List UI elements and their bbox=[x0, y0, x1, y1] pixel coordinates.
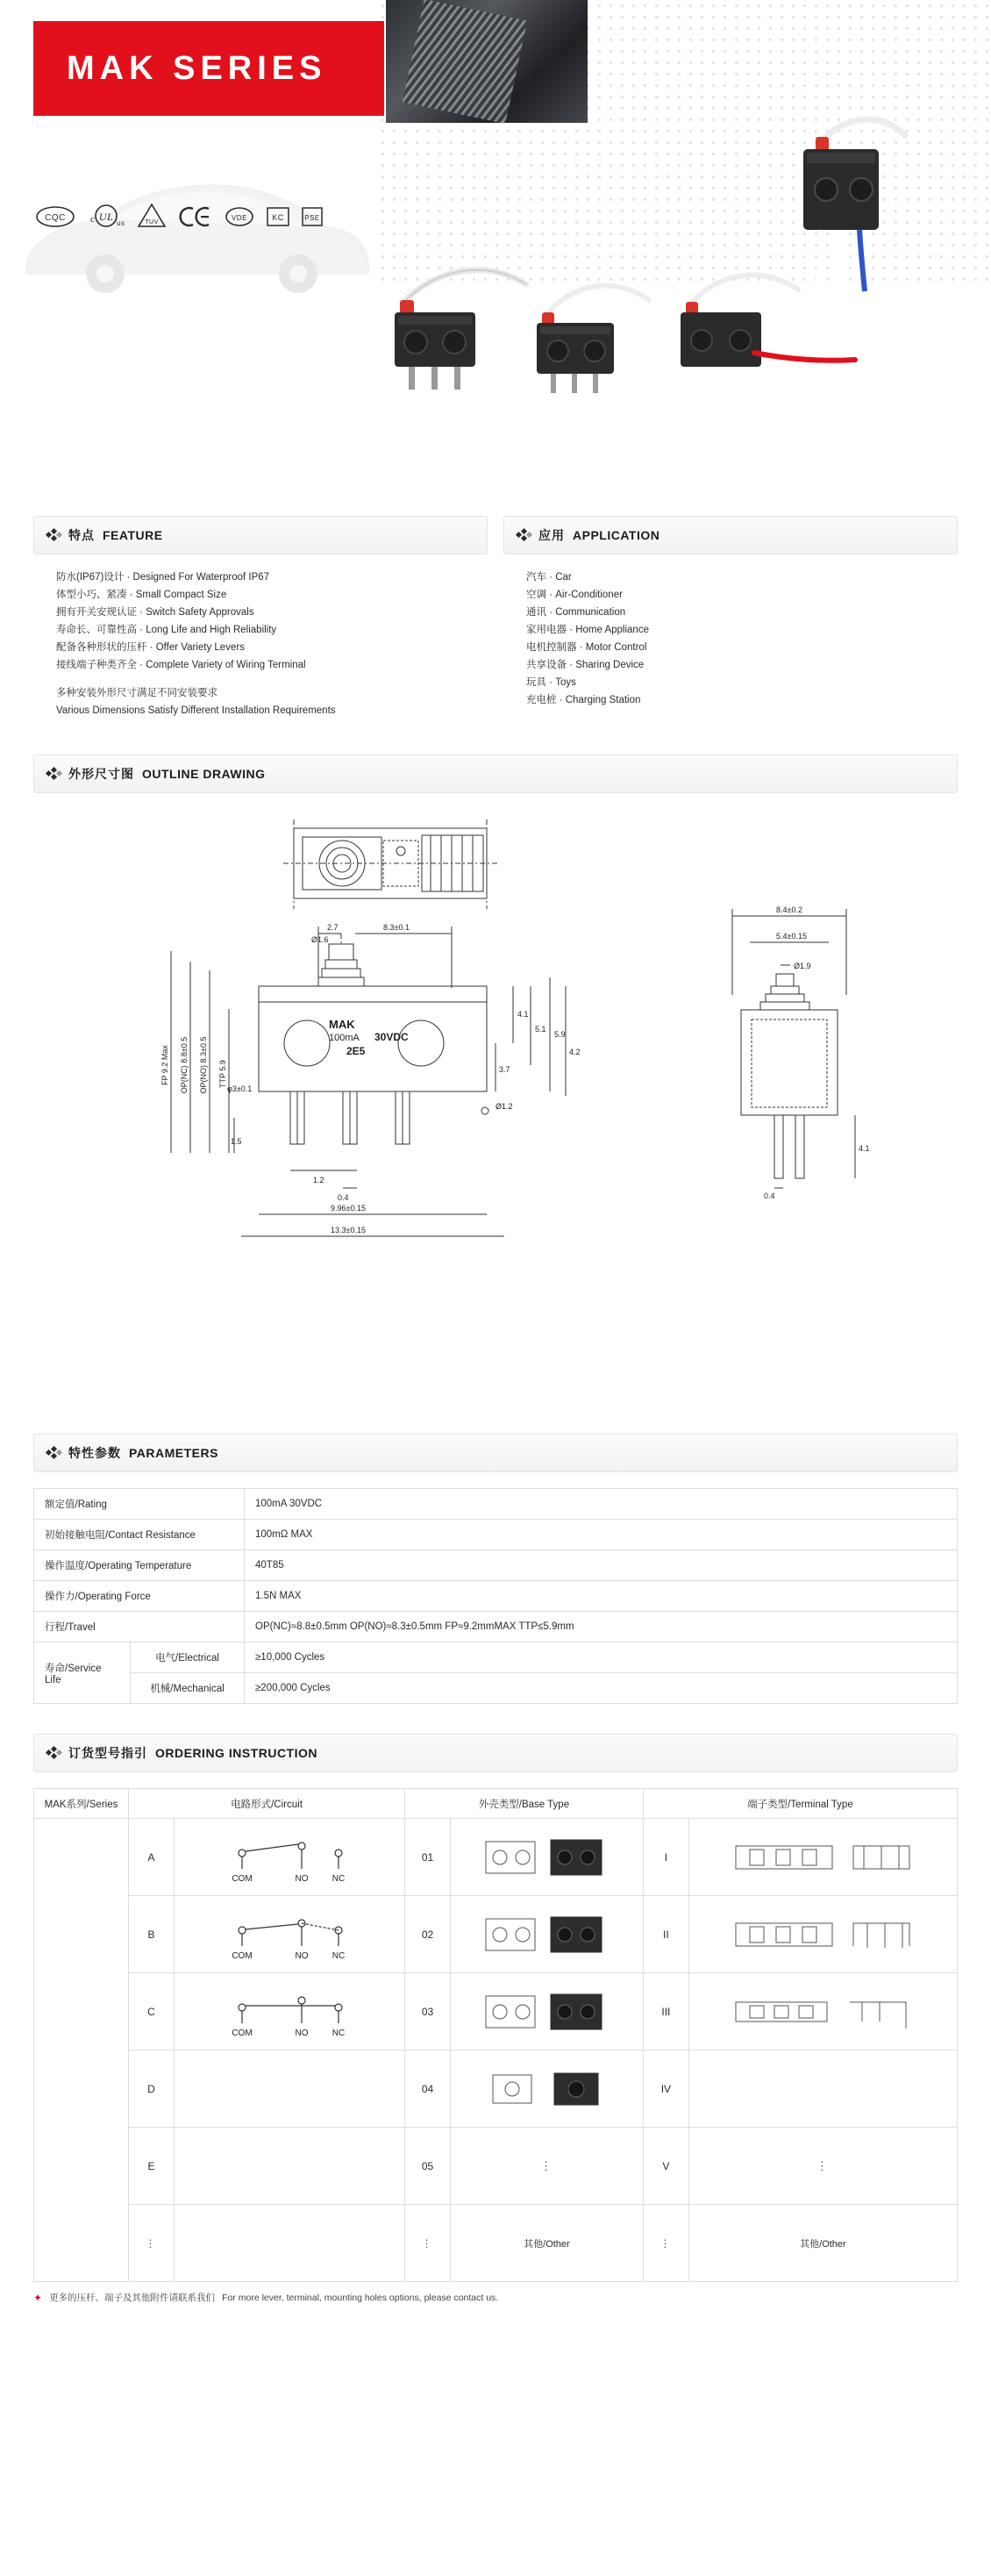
circuit-code: D bbox=[129, 2050, 175, 2128]
cert-tuv-icon bbox=[137, 202, 167, 232]
base-code: 03 bbox=[405, 1973, 451, 2050]
svg-text:CQC: CQC bbox=[45, 213, 66, 223]
param-label: 操作力/Operating Force bbox=[34, 1581, 245, 1612]
base-ellipsis: ⋮ bbox=[451, 2128, 644, 2205]
page-title: MAK SERIES bbox=[67, 49, 327, 87]
svg-text:4.1: 4.1 bbox=[859, 1144, 870, 1153]
application-item: 玩具 · Toys bbox=[526, 677, 576, 688]
application-column bbox=[503, 516, 958, 725]
outline-title-en: OUTLINE DRAWING bbox=[142, 767, 266, 781]
terminal-code: I bbox=[643, 1819, 688, 1896]
hero-product-photo bbox=[386, 0, 588, 123]
diamond-bullet-icon bbox=[46, 1447, 61, 1459]
terminal-code: V bbox=[643, 2128, 688, 2205]
terminal-image-iii bbox=[688, 1973, 957, 2050]
param-value: 100mA 30VDC bbox=[245, 1489, 958, 1520]
circuit-diagram-other bbox=[175, 2205, 405, 2282]
feature-title-cn: 特点 bbox=[68, 528, 95, 542]
table-row bbox=[34, 2128, 958, 2205]
svg-text:8.4±0.2: 8.4±0.2 bbox=[776, 905, 802, 914]
svg-text:8.3±0.1: 8.3±0.1 bbox=[383, 923, 410, 932]
ordering-table-wrap bbox=[0, 1788, 991, 2282]
application-item: 汽车 · Car bbox=[526, 572, 572, 583]
application-title-cn: 应用 bbox=[538, 528, 565, 542]
cert-ce-icon bbox=[179, 202, 212, 232]
application-item: 充电桩 · Charging Station bbox=[526, 695, 641, 705]
param-value: 1.5N MAX bbox=[245, 1581, 958, 1612]
base-code: 04 bbox=[405, 2050, 451, 2128]
svg-text:UL: UL bbox=[98, 211, 114, 223]
svg-text:NO: NO bbox=[295, 2028, 309, 2038]
svg-text:NC: NC bbox=[332, 1873, 346, 1884]
service-life-sub-label: 机械/Mechanical bbox=[131, 1673, 245, 1704]
circuit-diagram-a bbox=[175, 1819, 405, 1896]
terminal-code: IV bbox=[643, 2050, 688, 2128]
note-en: For more lever, terminal, mounting holes options, please contact us. bbox=[222, 2292, 499, 2303]
base-image-01 bbox=[451, 1819, 644, 1896]
svg-text:TUV: TUV bbox=[145, 219, 159, 225]
application-item: 家用电器 · Home Appliance bbox=[526, 625, 649, 635]
svg-text:3.7: 3.7 bbox=[499, 1065, 510, 1074]
svg-text:4.2: 4.2 bbox=[569, 1048, 581, 1056]
feature-item: 体型小巧、紧凑 · Small Compact Size bbox=[56, 590, 227, 600]
svg-text:COM: COM bbox=[232, 2028, 253, 2038]
parameters-table-wrap bbox=[0, 1488, 991, 1704]
application-title-en: APPLICATION bbox=[573, 528, 660, 542]
note-cn: 更多的压杆、端子及其他附件请联系我们 bbox=[49, 2293, 216, 2303]
param-label: 行程/Travel bbox=[34, 1612, 245, 1642]
svg-text:MAK: MAK bbox=[329, 1018, 355, 1031]
front-view bbox=[160, 923, 581, 1236]
feature-list bbox=[33, 555, 488, 725]
service-life-value: ≥10,000 Cycles bbox=[245, 1642, 958, 1673]
certification-marks bbox=[35, 202, 323, 232]
feature-header bbox=[33, 516, 488, 555]
service-life-value: ≥200,000 Cycles bbox=[245, 1673, 958, 1704]
application-item: 共享设备 · Sharing Device bbox=[526, 660, 645, 670]
top-view bbox=[283, 819, 497, 909]
col-header-base: 外壳类型/Base Type bbox=[405, 1789, 644, 1819]
series-title-box bbox=[33, 21, 384, 116]
table-row bbox=[34, 1642, 958, 1673]
table-header-row bbox=[34, 1789, 958, 1819]
star-icon: ✦ bbox=[33, 2291, 43, 2304]
circuit-diagram-d bbox=[175, 2050, 405, 2128]
circuit-code: B bbox=[129, 1896, 175, 1973]
feature-item: 防水(IP67)设计 · Designed For Waterproof IP67 bbox=[56, 572, 270, 583]
svg-text:OP(NO) 8.3±0.5: OP(NO) 8.3±0.5 bbox=[199, 1036, 208, 1094]
application-item: 电机控制器 · Motor Control bbox=[526, 642, 647, 653]
svg-text:Ø1.6: Ø1.6 bbox=[311, 935, 329, 944]
ordering-title-cn: 订货型号指引 bbox=[68, 1746, 147, 1760]
col-header-series: MAK系列/Series bbox=[34, 1789, 129, 1819]
circuit-code: E bbox=[129, 2128, 175, 2205]
application-item: 通讯 · Communication bbox=[526, 607, 626, 618]
svg-text:4.1: 4.1 bbox=[517, 1010, 529, 1019]
ordering-table bbox=[33, 1788, 958, 2282]
series-cell bbox=[34, 1819, 129, 2282]
feature-item: 配备各种形状的压杆 · Offer Variety Levers bbox=[56, 642, 245, 653]
param-value: 100mΩ MAX bbox=[245, 1520, 958, 1550]
svg-text:TTP 5.9: TTP 5.9 bbox=[218, 1060, 227, 1088]
feature-title-en: FEATURE bbox=[103, 528, 163, 542]
feature-item: 拥有开关安规认证 · Switch Safety Approvals bbox=[56, 607, 254, 618]
svg-text:NC: NC bbox=[332, 1950, 346, 1961]
application-header bbox=[503, 516, 958, 555]
terminal-code: II bbox=[643, 1896, 688, 1973]
circuit-code: C bbox=[129, 1973, 175, 2050]
parameters-section bbox=[0, 1434, 991, 1472]
hero-banner bbox=[0, 0, 991, 500]
outline-header bbox=[33, 755, 958, 793]
terminal-code: III bbox=[643, 1973, 688, 2050]
side-view bbox=[732, 905, 870, 1200]
base-code-ellipsis: ⋮ bbox=[405, 2205, 451, 2282]
parameters-title-cn: 特性参数 bbox=[68, 1446, 121, 1460]
diamond-bullet-icon bbox=[46, 529, 61, 541]
base-image-04 bbox=[451, 2050, 644, 2128]
svg-text:2.7: 2.7 bbox=[327, 923, 339, 932]
svg-text:13.3±0.15: 13.3±0.15 bbox=[331, 1226, 366, 1234]
table-row bbox=[34, 1489, 958, 1520]
product-image-wired bbox=[781, 105, 938, 298]
circuit-diagram-b bbox=[175, 1896, 405, 1973]
feature-item: 寿命长、可靠性高 · Long Life and High Reliability bbox=[56, 625, 277, 635]
parameters-table bbox=[33, 1488, 958, 1704]
param-value: 40T85 bbox=[245, 1550, 958, 1581]
svg-text:1.5: 1.5 bbox=[231, 1137, 242, 1146]
terminal-code-ellipsis: ⋮ bbox=[643, 2205, 688, 2282]
circuit-code: A bbox=[129, 1819, 175, 1896]
svg-text:5.9: 5.9 bbox=[554, 1030, 566, 1039]
feature-item: 接线端子种类齐全 · Complete Variety of Wiring Terminal bbox=[56, 660, 306, 670]
parameters-header bbox=[33, 1434, 958, 1472]
svg-text:OP(NC) 8.8±0.5: OP(NC) 8.8±0.5 bbox=[180, 1036, 189, 1094]
svg-text:2E5: 2E5 bbox=[346, 1045, 366, 1057]
svg-text:5.4±0.15: 5.4±0.15 bbox=[776, 932, 807, 941]
svg-text:0.4: 0.4 bbox=[764, 1191, 775, 1200]
svg-text:5.1: 5.1 bbox=[535, 1025, 546, 1034]
svg-text:100mA: 100mA bbox=[329, 1033, 360, 1043]
parameters-title-en: PARAMETERS bbox=[129, 1446, 218, 1460]
svg-text:0.4: 0.4 bbox=[338, 1193, 349, 1202]
ordering-title-en: ORDERING INSTRUCTION bbox=[155, 1746, 317, 1760]
col-header-terminal: 端子类型/Terminal Type bbox=[643, 1789, 957, 1819]
terminal-image-i bbox=[688, 1819, 957, 1896]
outline-section bbox=[0, 755, 991, 793]
svg-text:NC: NC bbox=[332, 2028, 346, 2038]
outline-title-cn: 外形尺寸图 bbox=[68, 767, 134, 781]
table-row bbox=[34, 1819, 958, 1896]
circuit-diagram-e bbox=[175, 2128, 405, 2205]
application-list bbox=[503, 555, 958, 714]
outline-drawing bbox=[0, 793, 991, 1434]
svg-text:NO: NO bbox=[295, 1873, 309, 1884]
service-life-sub-label: 电气/Electrical bbox=[131, 1642, 245, 1673]
svg-text:30VDC: 30VDC bbox=[374, 1031, 409, 1043]
svg-text:c: c bbox=[90, 214, 96, 225]
base-other-label: 其他/Other bbox=[451, 2205, 644, 2282]
svg-text:9.96±0.15: 9.96±0.15 bbox=[331, 1204, 366, 1213]
svg-text:1.2: 1.2 bbox=[313, 1176, 324, 1184]
terminal-ellipsis: ⋮ bbox=[688, 2128, 957, 2205]
param-label: 操作温度/Operating Temperature bbox=[34, 1550, 245, 1581]
cert-kc-icon bbox=[267, 202, 289, 232]
cert-pse-icon bbox=[302, 202, 323, 232]
diamond-bullet-icon bbox=[46, 768, 61, 780]
feature-column bbox=[33, 516, 488, 725]
svg-text:us: us bbox=[117, 219, 125, 227]
table-row bbox=[34, 1581, 958, 1612]
table-row bbox=[34, 1896, 958, 1973]
table-row bbox=[34, 2050, 958, 2128]
table-row bbox=[34, 2205, 958, 2282]
application-item: 空调 · Air-Conditioner bbox=[526, 590, 623, 600]
terminal-image-iv bbox=[688, 2050, 957, 2128]
ordering-section bbox=[0, 1734, 991, 1772]
svg-text:φ3±0.1: φ3±0.1 bbox=[227, 1084, 253, 1093]
base-code: 05 bbox=[405, 2128, 451, 2205]
circuit-diagram-c bbox=[175, 1973, 405, 2050]
table-row bbox=[34, 1520, 958, 1550]
terminal-other-label: 其他/Other bbox=[688, 2205, 957, 2282]
svg-text:NO: NO bbox=[295, 1950, 309, 1961]
cert-ul-icon bbox=[88, 202, 125, 232]
circuit-ellipsis: ⋮ bbox=[129, 2205, 175, 2282]
base-code: 01 bbox=[405, 1819, 451, 1896]
table-row bbox=[34, 1612, 958, 1642]
svg-text:Ø1.2: Ø1.2 bbox=[496, 1102, 513, 1111]
base-code: 02 bbox=[405, 1896, 451, 1973]
cert-vde-icon bbox=[225, 202, 254, 232]
base-image-03 bbox=[451, 1973, 644, 2050]
svg-text:KC: KC bbox=[272, 213, 284, 222]
param-value: OP(NC)≈8.8±0.5mm OP(NO)≈8.3±0.5mm FP≈9.2mmMAX TTP≤5.9mm bbox=[245, 1612, 958, 1642]
svg-text:VDE: VDE bbox=[232, 214, 247, 222]
col-header-circuit: 电路形式/Circuit bbox=[129, 1789, 405, 1819]
footer-note bbox=[0, 2282, 991, 2330]
table-row bbox=[34, 1550, 958, 1581]
param-label: 初始接触电阻/Contact Resistance bbox=[34, 1520, 245, 1550]
feature-application-section bbox=[0, 516, 991, 725]
svg-text:COM: COM bbox=[232, 1950, 253, 1961]
ordering-header bbox=[33, 1734, 958, 1772]
svg-text:Ø1.9: Ø1.9 bbox=[794, 962, 811, 970]
diamond-bullet-icon bbox=[46, 1747, 61, 1759]
feature-extra-cn: 多种安装外形尺寸满足不同安装要求 bbox=[56, 688, 217, 698]
diamond-bullet-icon bbox=[517, 529, 531, 541]
table-row bbox=[34, 1973, 958, 2050]
svg-text:COM: COM bbox=[232, 1873, 253, 1884]
param-label: 额定值/Rating bbox=[34, 1489, 245, 1520]
feature-extra-en: Various Dimensions Satisfy Different Installation Requirements bbox=[56, 705, 336, 716]
svg-text:PSE: PSE bbox=[304, 214, 320, 222]
svg-text:FP 9.2 Max: FP 9.2 Max bbox=[160, 1045, 169, 1085]
table-row bbox=[34, 1673, 958, 1704]
cert-cqc-icon bbox=[35, 202, 75, 232]
service-life-label: 寿命/Service Life bbox=[34, 1642, 131, 1704]
base-image-02 bbox=[451, 1896, 644, 1973]
terminal-image-ii bbox=[688, 1896, 957, 1973]
